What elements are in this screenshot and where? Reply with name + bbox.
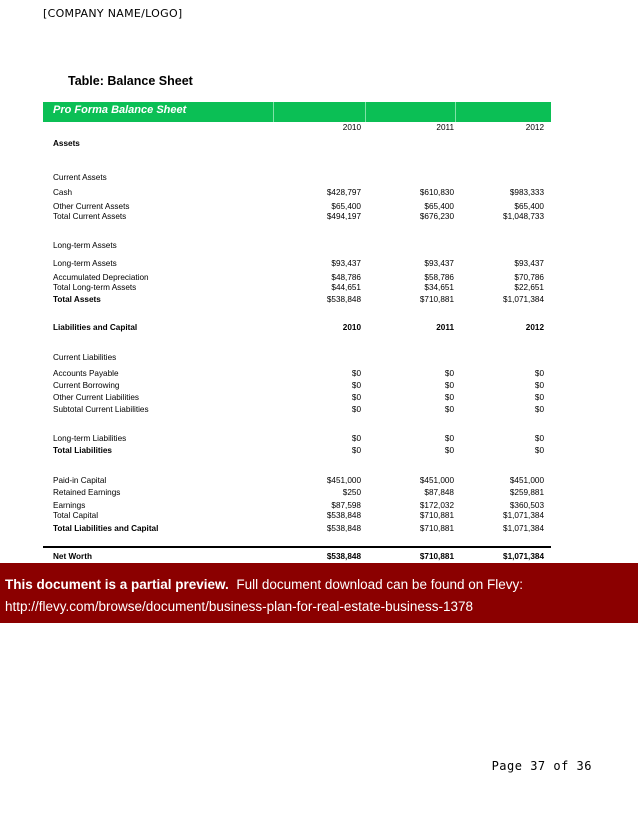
cell-2010: $494,197: [326, 212, 361, 221]
table-row: [43, 475, 551, 487]
table-row: [43, 380, 551, 392]
row-label: Total Assets: [53, 295, 101, 304]
cell-2012: $983,333: [509, 188, 544, 197]
cell-2010: $93,437: [331, 259, 361, 268]
cell-2011: $710,881: [419, 511, 454, 520]
row-label: Cash: [53, 188, 73, 197]
liabilities-capital-heading: [43, 322, 551, 334]
cell-2010: $538,848: [326, 511, 361, 520]
row-label: Total Liabilities: [53, 446, 112, 455]
row-label: Earnings: [53, 501, 86, 510]
row-label: Current Assets: [53, 173, 107, 182]
cell-2012: $0: [534, 393, 544, 402]
cell-2011: $172,032: [419, 501, 454, 510]
cell-2012: $65,400: [514, 202, 544, 211]
cell-2011: $65,400: [424, 202, 454, 211]
banner-title: Pro Forma Balance Sheet: [53, 104, 187, 116]
table-row: [43, 211, 551, 223]
years-header-row: [43, 122, 551, 134]
preview-link[interactable]: http://flevy.com/browse/document/business-plan-for-real-estate-business-1378: [5, 599, 473, 614]
cell-2011: $0: [444, 446, 454, 455]
cell-2012: $0: [534, 446, 544, 455]
row-label: Accumulated Depreciation: [53, 273, 149, 282]
cell-2010: $0: [351, 369, 361, 378]
row-label: Assets: [53, 139, 80, 148]
cell-2012: $93,437: [514, 259, 544, 268]
table-banner: [43, 102, 551, 122]
table-row: [43, 433, 551, 445]
cell-2012: $1,071,384: [503, 511, 544, 520]
cell-2011: $58,786: [424, 273, 454, 282]
cell-2011: $0: [444, 405, 454, 414]
cell-2010: $65,400: [331, 202, 361, 211]
row-label: Current Liabilities: [53, 353, 117, 362]
assets-heading: [43, 138, 551, 150]
cell-2010: 2010: [342, 323, 361, 332]
cell-2010: $0: [351, 434, 361, 443]
table-row: [43, 368, 551, 380]
cell-2012: 2012: [525, 323, 544, 332]
cell-2010: $0: [351, 381, 361, 390]
table-row: [43, 404, 551, 416]
preview-message: [5, 577, 523, 592]
cell-2012: $22,651: [514, 283, 544, 292]
row-label: Other Current Liabilities: [53, 393, 140, 402]
table-row: [43, 282, 551, 294]
cell-2011: $451,000: [419, 476, 454, 485]
cell-2010: $0: [351, 446, 361, 455]
cell-2010: $451,000: [326, 476, 361, 485]
row-label: Long-term Assets: [53, 259, 117, 268]
long-term-assets-heading: [43, 240, 551, 252]
row-label: Total Capital: [53, 511, 99, 520]
table-row: [43, 392, 551, 404]
cell-2010: $538,848: [326, 552, 361, 561]
row-label: Other Current Assets: [53, 202, 130, 211]
row-label: Accounts Payable: [53, 369, 119, 378]
cell-2011: $0: [444, 381, 454, 390]
banner-divider: [273, 102, 274, 122]
cell-2012: $1,071,384: [503, 524, 544, 533]
cell-2011: 2011: [436, 323, 454, 332]
row-label: Liabilities and Capital: [53, 323, 138, 332]
row-label: Total Liabilities and Capital: [53, 524, 159, 533]
cell-2012: $259,881: [509, 488, 544, 497]
cell-2012: $451,000: [509, 476, 544, 485]
cell-2012: $1,048,733: [503, 212, 544, 221]
partial-preview-banner: [0, 563, 638, 623]
cell-2011: $0: [444, 393, 454, 402]
cell-2012: $0: [534, 405, 544, 414]
cell-2010: $428,797: [326, 188, 361, 197]
cell-2011: $610,830: [419, 188, 454, 197]
cell-2011: $93,437: [424, 259, 454, 268]
balance-sheet-table: [43, 102, 551, 561]
cell-2011: $87,848: [424, 488, 454, 497]
cell-2011: $710,881: [419, 295, 454, 304]
table-row: [43, 510, 551, 522]
row-label: Total Long-term Assets: [53, 283, 137, 292]
page-number: Page 37 of 36: [491, 759, 592, 773]
cell-2012: $0: [534, 434, 544, 443]
preview-text: Full document download can be found on Flevy:: [236, 577, 524, 592]
company-name-logo: [COMPANY NAME/LOGO]: [43, 7, 183, 20]
cell-2010: $538,848: [326, 524, 361, 533]
cell-2012: $1,071,384: [503, 552, 544, 561]
cell-2010: $48,786: [331, 273, 361, 282]
current-liabilities-heading: [43, 352, 551, 364]
cell-2010: $0: [351, 405, 361, 414]
table-row: [43, 187, 551, 199]
row-label: Net Worth: [53, 552, 92, 561]
year-col-2: 2011: [436, 123, 454, 132]
cell-2010: $44,651: [331, 283, 361, 292]
cell-2012: $1,071,384: [503, 295, 544, 304]
cell-2010: $538,848: [326, 295, 361, 304]
year-col-1: 2010: [342, 123, 361, 132]
row-label: Subtotal Current Liabilities: [53, 405, 149, 414]
row-label: Paid-in Capital: [53, 476, 107, 485]
cell-2011: $710,881: [419, 552, 454, 561]
cell-2012: $360,503: [509, 501, 544, 510]
cell-2011: $0: [444, 434, 454, 443]
table-row: [43, 487, 551, 499]
table-title: Table: Balance Sheet: [68, 74, 193, 88]
cell-2010: $250: [342, 488, 361, 497]
net-worth-rule: [43, 546, 551, 548]
cell-2011: $710,881: [419, 524, 454, 533]
row-label: Retained Earnings: [53, 488, 121, 497]
row-label: Current Borrowing: [53, 381, 120, 390]
table-row: [43, 445, 551, 457]
banner-divider: [365, 102, 366, 122]
row-label: Long-term Liabilities: [53, 434, 127, 443]
row-label: Total Current Assets: [53, 212, 127, 221]
cell-2010: $87,598: [331, 501, 361, 510]
table-row: [43, 294, 551, 306]
preview-bold-text: This document is a partial preview.: [5, 577, 229, 592]
cell-2012: $0: [534, 381, 544, 390]
cell-2011: $34,651: [424, 283, 454, 292]
cell-2011: $0: [444, 369, 454, 378]
banner-divider: [455, 102, 456, 122]
cell-2012: $0: [534, 369, 544, 378]
cell-2011: $676,230: [419, 212, 454, 221]
table-row: [43, 523, 551, 535]
cell-2012: $70,786: [514, 273, 544, 282]
table-row: [43, 258, 551, 270]
net-worth-row: [43, 551, 551, 563]
current-assets-heading: [43, 172, 551, 184]
year-col-3: 2012: [525, 123, 544, 132]
row-label: Long-term Assets: [53, 241, 117, 250]
cell-2010: $0: [351, 393, 361, 402]
